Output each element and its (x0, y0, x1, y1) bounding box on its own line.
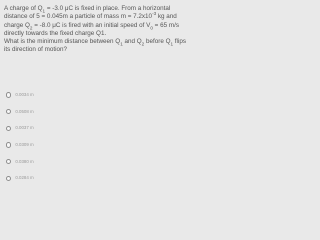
question-text-segment: kg and (156, 13, 177, 21)
subscript: 2 (29, 24, 33, 30)
subscript: 1 (170, 41, 174, 47)
answer-option[interactable] (6, 174, 126, 182)
question-text-segment: distance of 5 = 0.045m a particle of mass m = 7.2x10 (4, 13, 153, 21)
superscript: -3 (152, 11, 157, 17)
answer-option-label[interactable]: 0.0508 m (15, 108, 34, 114)
question-text-segment: directly towards the fixed charge Q1. (4, 29, 107, 37)
answer-option[interactable] (6, 124, 126, 132)
answer-option-label[interactable]: 0.0380 m (15, 158, 34, 164)
radio-button[interactable] (6, 109, 11, 114)
subscript: 2 (141, 41, 145, 47)
question-text-segment: = 65 m/s (152, 21, 180, 29)
question-text (4, 5, 198, 55)
radio-button[interactable] (6, 92, 11, 97)
subscript: 0 (150, 24, 153, 30)
question-text-segment: A charge of Q (4, 5, 43, 12)
answer-option[interactable] (6, 141, 126, 149)
radio-button[interactable] (6, 126, 11, 131)
answer-option-label[interactable]: 0.0037 m (15, 125, 34, 131)
answer-option[interactable] (6, 91, 126, 99)
question-text-segment: What is the minimum distance between Q (4, 38, 121, 46)
question-text-segment: = -3.0 μC is fixed in place. From a horizontal (45, 5, 171, 12)
answer-option-label[interactable]: 0.0034 m (15, 92, 34, 97)
question-text-segment: = -8.0 μC is fired with an initial speed of V (32, 21, 151, 29)
question-text-segment: its direction of motion? (4, 46, 67, 54)
question-text-segment: charge Q (4, 21, 30, 29)
answer-option[interactable] (6, 158, 126, 166)
subscript: 1 (42, 8, 46, 14)
subscript: 1 (120, 41, 123, 47)
question-text-segment: flips (173, 38, 187, 46)
answer-option[interactable] (6, 108, 126, 116)
radio-button[interactable] (6, 159, 11, 164)
radio-button[interactable] (6, 142, 11, 147)
answer-option-label[interactable]: 0.0309 m (15, 142, 34, 148)
question-text-segment: before Q (144, 38, 171, 46)
question-text-segment: and Q (122, 38, 142, 46)
radio-button[interactable] (6, 176, 11, 181)
answer-option-label[interactable]: 0.0284 m (15, 175, 34, 181)
answer-options (6, 91, 126, 191)
